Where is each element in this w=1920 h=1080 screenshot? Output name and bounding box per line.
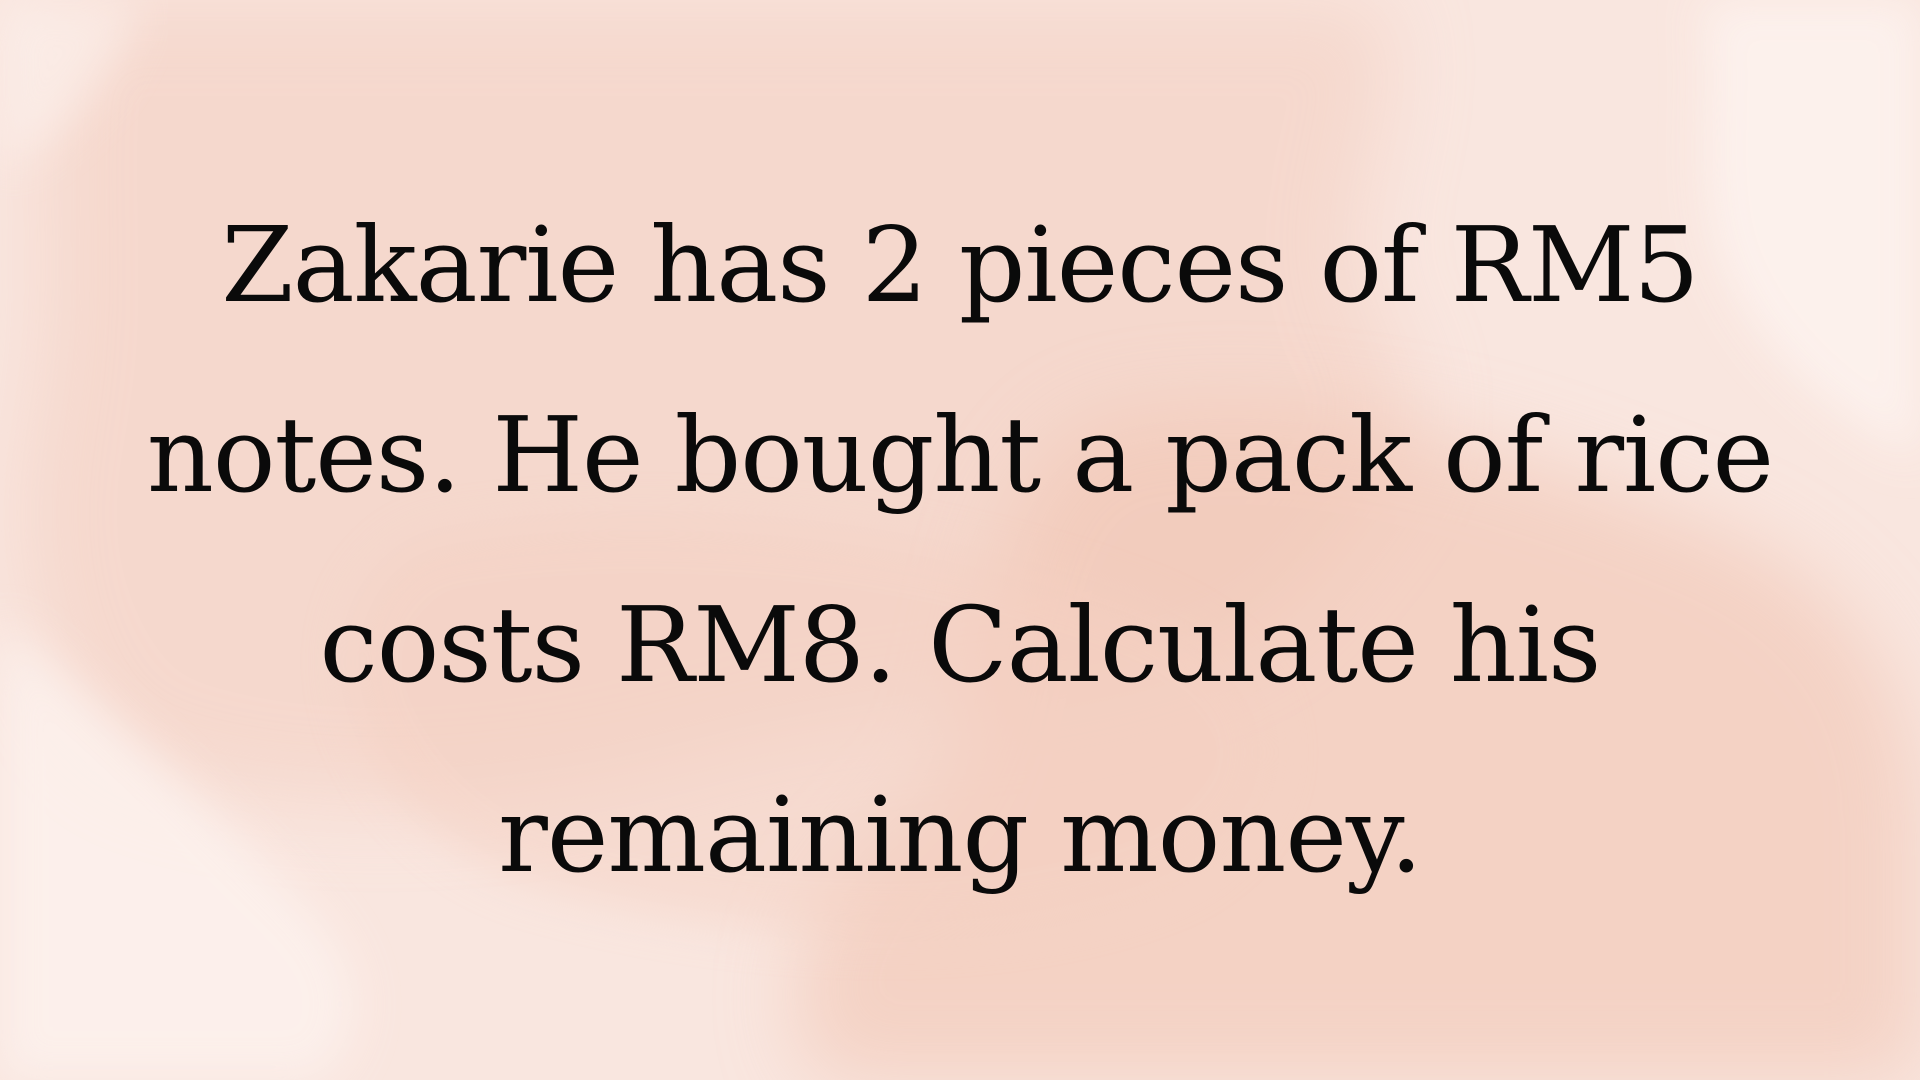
question-line-4: remaining money. [498,774,1422,896]
question-line-1: Zakarie has 2 pieces of RM5 [221,204,1699,326]
question-line-2: notes. He bought a pack of rice [146,394,1774,516]
question-line-3: costs RM8. Calculate his [319,584,1601,706]
question-text [147,150,1773,930]
